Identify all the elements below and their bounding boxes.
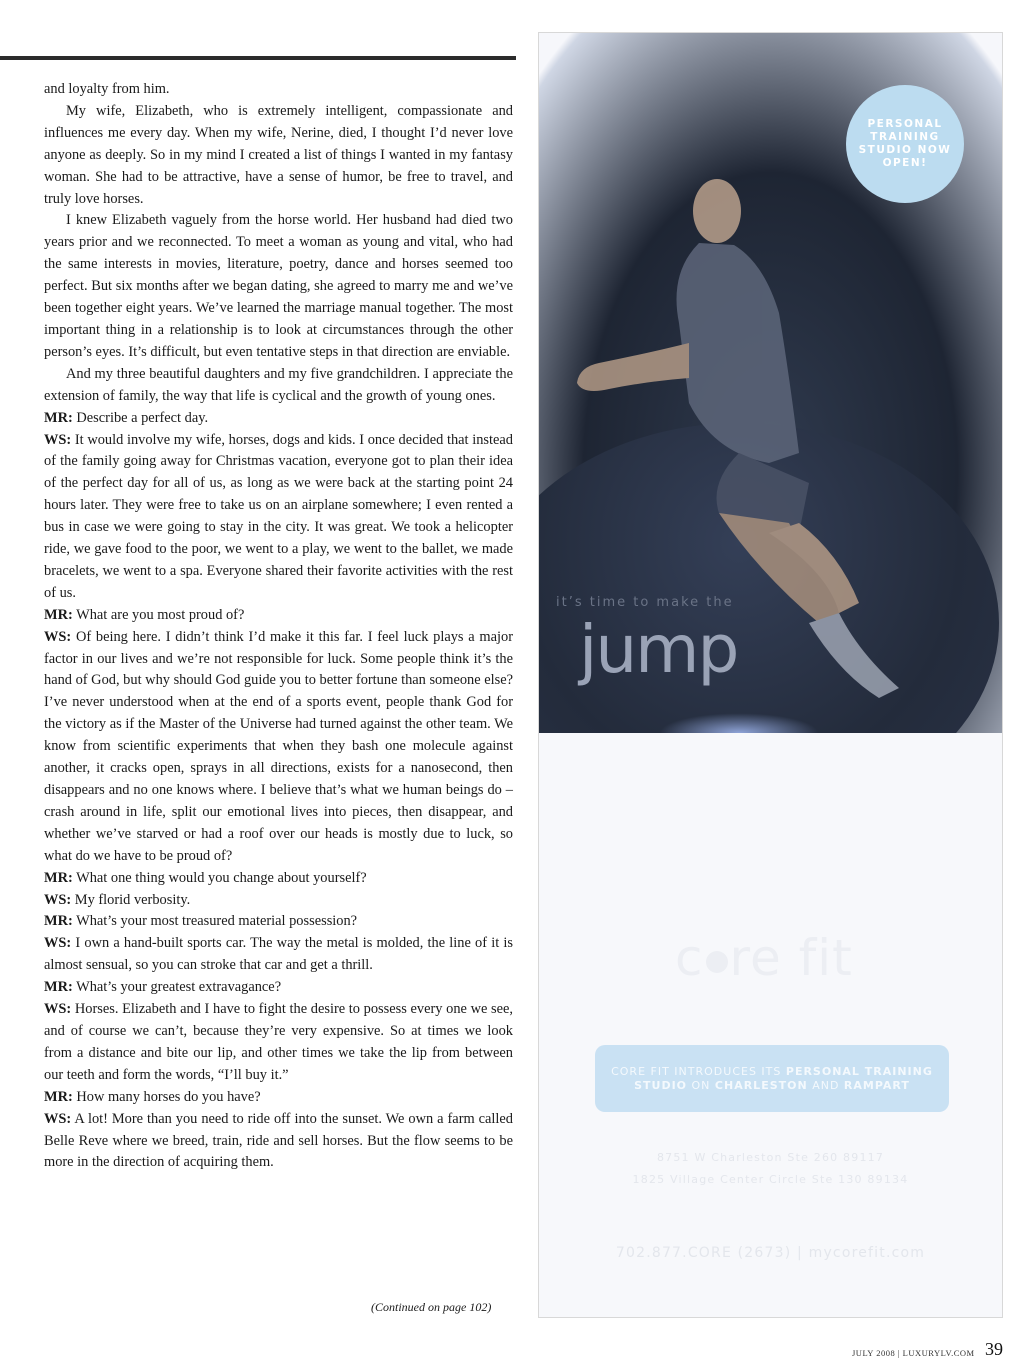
info-highlight: PERSONAL TRAINING STUDIO — [634, 1064, 933, 1092]
info-text: ON — [687, 1078, 715, 1092]
interview-paragraph — [44, 977, 513, 999]
interview-paragraph — [44, 868, 513, 890]
paragraph-text: My wife, Elizabeth, who is extremely intelligent, compassionate and influences me every day. When my wife, Nerine, died, I thought I’d never love anyone as deeply. So in my mind I created a list of things I wanted in my fantasy woman. She had to be attractive, have a sense of humor, be free to travel, and truly love horses. — [44, 102, 513, 207]
studio-info-box — [595, 1045, 949, 1112]
article-paragraph — [44, 101, 513, 211]
page-footer: JULY 2008 | LUXURYLV.COM — [852, 1348, 975, 1358]
speaker-label: MR: — [44, 606, 73, 623]
info-text: AND — [807, 1078, 844, 1092]
interview-paragraph — [44, 999, 513, 1087]
address-line-1: 8751 W Charleston Ste 260 89117 — [656, 1151, 885, 1164]
paragraph-text: I knew Elizabeth vaguely from the horse world. Her husband had died two years prior and we reconnected. To meet a woman as young and vital, who had the same interests in movies, literature, poetry, dance and horses seemed too perfect. But six months after we began dating, she agreed to marry me and we’ve been together eight years. We’ve learned the marriage manual together. The most important thing in a relationship is to look at circumstances through the other person’s eyes. It’s difficult, but even tentative steps in that direction are enviable. — [44, 212, 513, 360]
contact-line: 702.877.CORE (2673) | mycorefit.com — [615, 1245, 926, 1261]
interview-paragraph — [44, 890, 513, 912]
paragraph-text: Of being here. I didn’t think I’d make it this far. I feel luck plays a major factor in our lives and we’re not responsible for luck. Some people think it’s the hand of God, but why should God guide you to better fortune than someone else? I’ve never understood when at the end of a sports event, people thank God for the victory as if the Master of the Universe had turned against the other team. We know from scientific experiments that when they bash one molecule against another, it cracks open, sprays in all directions, exists for a nanosecond, then disappears and no one knows where. I believe that’s what we human beings do – crash around in life, split our emotional lives into pieces, then disappear, and whether we’ve starved or had a roof over our heads is mostly due to luck, so what do we have to be proud of? — [44, 628, 513, 864]
info-text: CORE FIT INTRODUCES ITS — [611, 1064, 786, 1078]
paragraph-text: Describe a perfect day. — [76, 409, 209, 426]
paragraph-text: and loyalty from him. — [44, 81, 170, 97]
article-paragraph — [44, 79, 513, 101]
interview-paragraph — [44, 1109, 513, 1175]
article-body — [44, 79, 513, 1174]
paragraph-text: What’s your greatest extravagance? — [76, 979, 282, 996]
continued-note: (Continued on page 102) — [371, 1300, 492, 1314]
info-highlight: CHARLESTON — [714, 1078, 808, 1092]
interview-paragraph — [44, 933, 513, 977]
speaker-label: MR: — [44, 869, 73, 886]
paragraph-text: A lot! More than you need to ride off into the sunset. We own a farm called Belle Reve where we breed, train, ride and sell horses. But the flow seems to be more in the direction of acquiring them. — [44, 1110, 514, 1171]
paragraph-text: What one thing would you change about yourself? — [76, 869, 367, 886]
paragraph-text: What’s your most treasured material possession? — [76, 913, 358, 930]
interview-paragraph — [44, 605, 513, 627]
article-paragraph — [44, 364, 513, 408]
ad-lower-panel — [539, 733, 1002, 1318]
speaker-label: WS: — [44, 431, 72, 448]
speaker-label: WS: — [44, 628, 72, 645]
top-rule — [0, 56, 516, 60]
logo-text-right: re fit — [729, 929, 853, 987]
info-highlight: RAMPART — [843, 1078, 910, 1092]
interview-paragraph — [44, 627, 513, 868]
paragraph-text: And my three beautiful daughters and my five grandchildren. I appreciate the extension of family, the way that life is cyclical and the growth of young ones. — [44, 365, 513, 404]
paragraph-text: I own a hand-built sports car. The way the metal is molded, the line of it is almost sensual, so you can stroke that car and get a thrill. — [44, 935, 513, 974]
paragraph-text: How many horses do you have? — [76, 1088, 261, 1105]
speaker-label: WS: — [44, 935, 72, 952]
interview-paragraph — [44, 430, 513, 605]
paragraph-text: What are you most proud of? — [76, 606, 245, 623]
core-fit-advertisement — [538, 32, 1003, 1318]
paragraph-text: Horses. Elizabeth and I have to fight the desire to possess every one we see, and of course we can’t, because they’re very expensive. So at times we look from a distance and bite our lip, and other times we take the lip from between our teeth and form the words, “I’ll buy it.” — [44, 1001, 513, 1083]
ad-headline: jump — [579, 611, 738, 688]
logo-text-left: c — [675, 929, 704, 987]
interview-paragraph — [44, 408, 513, 430]
core-fit-logo — [675, 929, 853, 987]
speaker-label: MR: — [44, 409, 73, 426]
paragraph-text: My florid verbosity. — [74, 891, 191, 908]
speaker-label: WS: — [44, 891, 72, 908]
address-line-2: 1825 Village Center Circle Ste 130 89134 — [632, 1173, 909, 1186]
speaker-label: MR: — [44, 979, 73, 996]
speaker-label: WS: — [44, 1110, 72, 1127]
interview-paragraph — [44, 1087, 513, 1109]
now-open-badge: PERSONAL TRAINING STUDIO NOW OPEN! — [846, 85, 964, 203]
interview-paragraph — [44, 911, 513, 933]
page-number: 39 — [985, 1339, 1003, 1359]
logo-dot — [706, 951, 728, 973]
speaker-label: WS: — [44, 1001, 72, 1018]
article-paragraph — [44, 210, 513, 363]
ad-tagline: it’s time to make the — [556, 595, 734, 610]
paragraph-text: It would involve my wife, horses, dogs and kids. I once decided that instead of the family going away for Christmas vacation, everyone got to plan their idea of the perfect day for all of us, as long as we were back at the starting point 24 hours later. They were free to take us on an airplane somewhere; I even rented a bus in case we were going to stay in the city. It was great. We took a helicopter ride, we gave food to the poor, we went to a play, we went to the ballet, we made bracelets, we went to a spa. Everyone shared their favorite activities with the rest of us. — [44, 431, 513, 601]
speaker-label: MR: — [44, 913, 73, 930]
speaker-label: MR: — [44, 1088, 73, 1105]
